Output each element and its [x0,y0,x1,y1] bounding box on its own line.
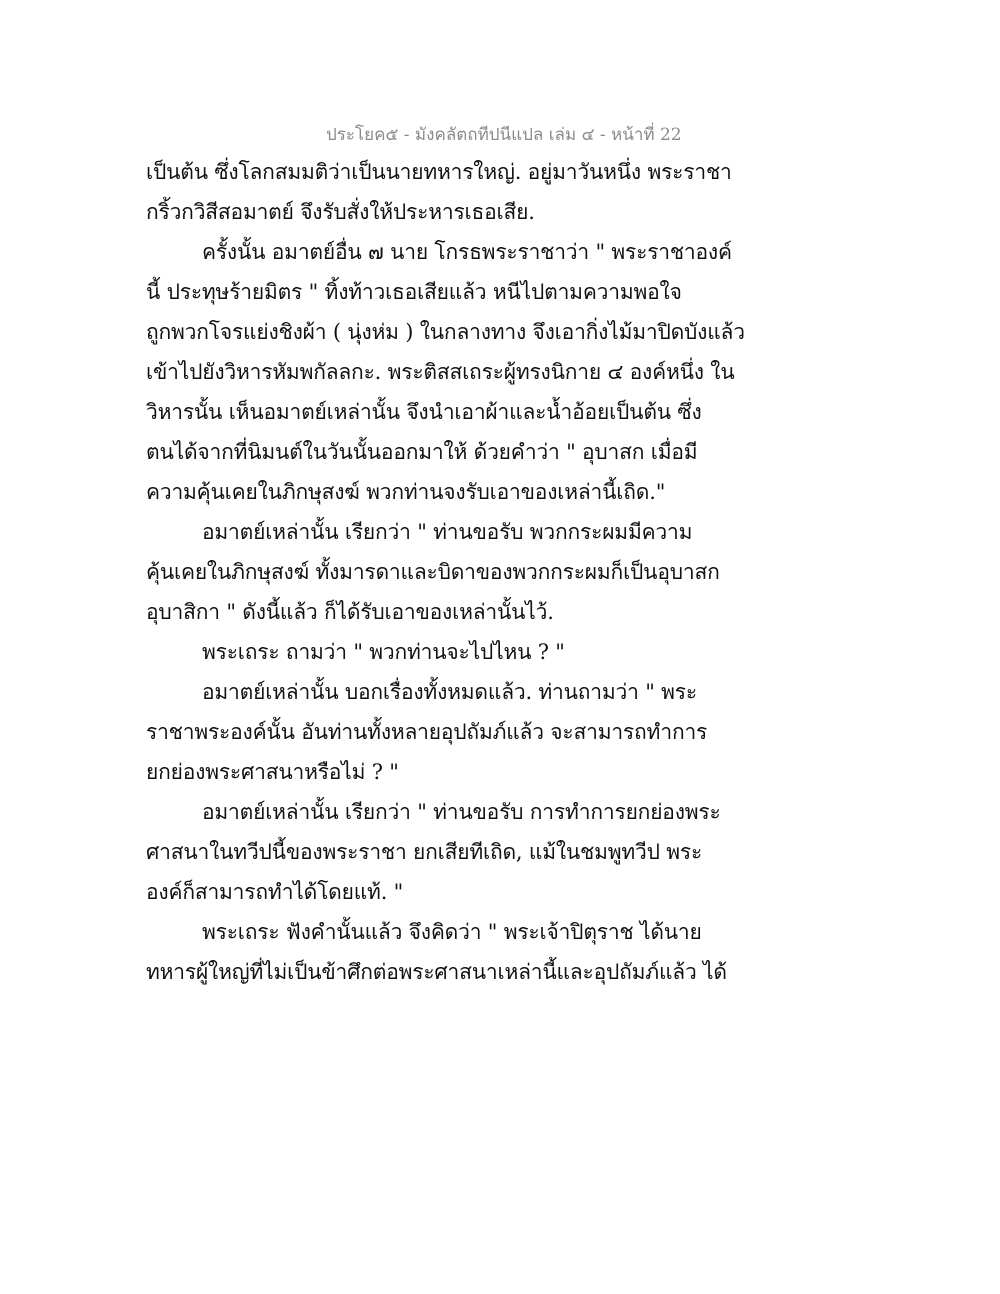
page-header: ประโยค๕ - มังคลัตถทีปนีแปล เล่ม ๔ - หน้าที่ 22 [326,125,682,145]
text-line: นี้ ประทุษร้ายมิตร " ทิ้งท้าวเธอเสียแล้ว หนีไปตามความพอใจ [146,280,682,304]
text-line: ศาสนาในทวีปนี้ของพระราชา ยกเสียทีเถิด, แม้ในชมพูทวีป พระ [146,840,703,864]
text-line: ครั้งนั้น อมาตย์อื่น ๗ นาย โกรธพระราชาว่า " พระราชาองค์ [202,240,732,264]
text-line: ตนได้จากที่นิมนต์ในวันนั้นออกมาให้ ด้วยคำว่า " อุบาสก เมื่อมี [146,440,698,464]
text-line: ราชาพระองค์นั้น อันท่านทั้งหลายอุปถัมภ์แล้ว จะสามารถทำการ [146,720,708,744]
text-line: ความคุ้นเคยในภิกษุสงฆ์ พวกท่านจงรับเอาของเหล่านี้เถิด." [146,480,666,504]
text-line: คุ้นเคยในภิกษุสงฆ์ ทั้งมารดาและบิดาของพวกกระผมก็เป็นอุบาสก [146,560,720,584]
text-line: ถูกพวกโจรแย่งชิงผ้า ( นุ่งห่ม ) ในกลางทาง จึงเอากิ่งไม้มาปิดบังแล้ว [146,320,745,344]
text-line: กริ้วกวิสีสอมาตย์ จึงรับสั่งให้ประหารเธอเสีย. [146,200,535,224]
text-line: เข้าไปยังวิหารหัมพกัลลกะ. พระติสสเถระผู้ทรงนิกาย ๔ องค์หนึ่ง ใน [146,360,735,384]
text-line: องค์ก็สามารถทำได้โดยแท้. " [146,880,404,904]
text-line: อมาตย์เหล่านั้น บอกเรื่องทั้งหมดแล้ว. ท่านถามว่า " พระ [202,680,697,704]
text-line: ยกย่องพระศาสนาหรือไม่ ? " [146,760,399,784]
text-line: วิหารนั้น เห็นอมาตย์เหล่านั้น จึงนำเอาผ้าและน้ำอ้อยเป็นต้น ซึ่ง [146,400,702,424]
text-line: ทหารผู้ใหญ่ที่ไม่เป็นข้าศึกต่อพระศาสนาเหล่านี้และอุปถัมภ์แล้ว ได้ [146,960,727,984]
text-line: พระเถระ ถามว่า " พวกท่านจะไปไหน ? " [202,640,565,664]
body-text [146,152,746,992]
text-line: เป็นต้น ซึ่งโลกสมมติว่าเป็นนายทหารใหญ่. อยู่มาวันหนึ่ง พระราชา [146,160,732,184]
text-line: อมาตย์เหล่านั้น เรียกว่า " ท่านขอรับ การทำการยกย่องพระ [202,800,721,824]
text-line: อุบาสิกา " ดังนี้แล้ว ก็ได้รับเอาของเหล่านั้นไว้. [146,600,554,624]
text-line: พระเถระ ฟังคำนั้นแล้ว จึงคิดว่า " พระเจ้าปิตุราช ได้นาย [202,920,702,944]
text-line: อมาตย์เหล่านั้น เรียกว่า " ท่านขอรับ พวกกระผมมีความ [202,520,693,544]
